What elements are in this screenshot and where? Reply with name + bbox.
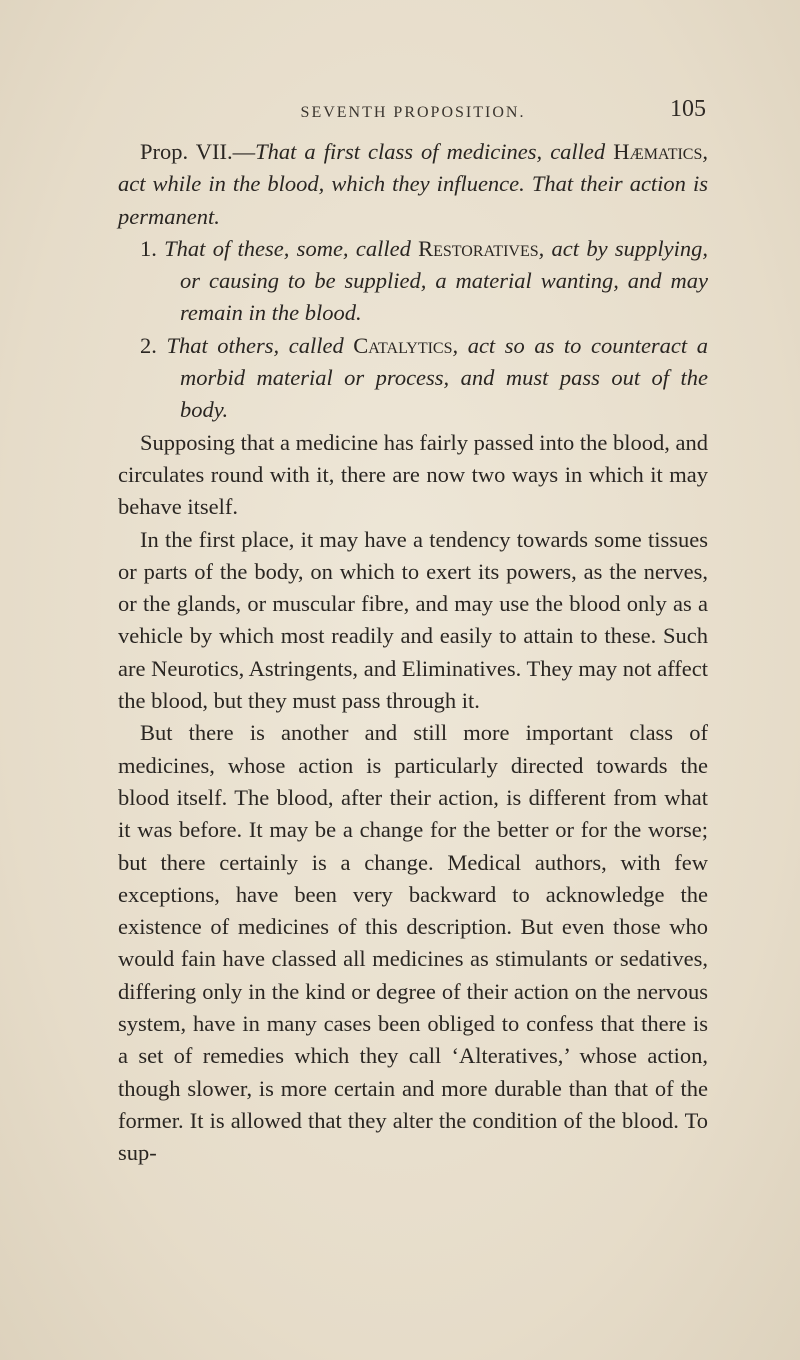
paragraph: In the first place, it may have a tendency towards some tissues or parts of the body, on which to exert its powers, as the nerves, or the glands, or muscular fibre, and may use the blood only as a vehicle by which most readily and easily to attain to these. Such are Neurotics, Astringents, and Eliminatives. They may not affect the blood, but they must pass through it. bbox=[118, 526, 708, 714]
list-item bbox=[118, 330, 708, 427]
list-item-number: 1. bbox=[140, 235, 157, 261]
list-item-text-a: That of these, some, called bbox=[164, 235, 419, 261]
proposition-dash: — bbox=[232, 139, 256, 164]
list-item-term: Catalytics bbox=[353, 332, 453, 358]
list-item-text-a: That others, called bbox=[166, 332, 354, 358]
running-title: SEVENTH PROPOSITION. bbox=[300, 104, 526, 121]
paragraph: Supposing that a medicine has fairly passed into the blood, and circulates round with it, there are now two ways in which it may behave itself. bbox=[118, 429, 709, 520]
paragraph: But there is another and still more important class of medicines, whose action is particularly directed towards the blood itself. The blood, after their action, is different from what it was before. It may be a change for the better or for the worse; but there certainly is a change. Medical authors, with few exceptions, have been very backward to acknowledge the existence of medicines of this description. But even those who would fain have classed all medicines as stimulants or sedatives, differing only in the kind or degree of their action on the nervous system, have in many cases been obliged to confess that there is a set of remedies which they call ‘Alteratives,’ whose action, though slower, is more certain and more durable than that of the former. It is allowed that they alter the condition of the blood. To sup- bbox=[118, 720, 708, 1166]
text-body bbox=[118, 136, 708, 1170]
proposition-label: Prop. VII. bbox=[140, 139, 233, 164]
proposition-text-b: , act while in the blood, which they influence. That their action is permanent. bbox=[118, 139, 708, 229]
list-item bbox=[118, 233, 708, 330]
proposition-text-a: That a first class of medicines, called bbox=[255, 139, 614, 164]
running-head bbox=[120, 96, 706, 126]
list-item-text-b: , act so as to counteract a morbid material or process, and must pass out of the body. bbox=[180, 332, 708, 423]
list-item-term: Restoratives bbox=[418, 235, 539, 261]
list-item-number: 2. bbox=[140, 332, 157, 358]
list-item-text-b: , act by supplying, or causing to be supplied, a material wanting, and may remain in the blood. bbox=[180, 235, 708, 326]
proposition-statement bbox=[118, 136, 708, 233]
page-number: 105 bbox=[670, 96, 706, 122]
proposition-term: Hæmatics bbox=[613, 139, 703, 164]
